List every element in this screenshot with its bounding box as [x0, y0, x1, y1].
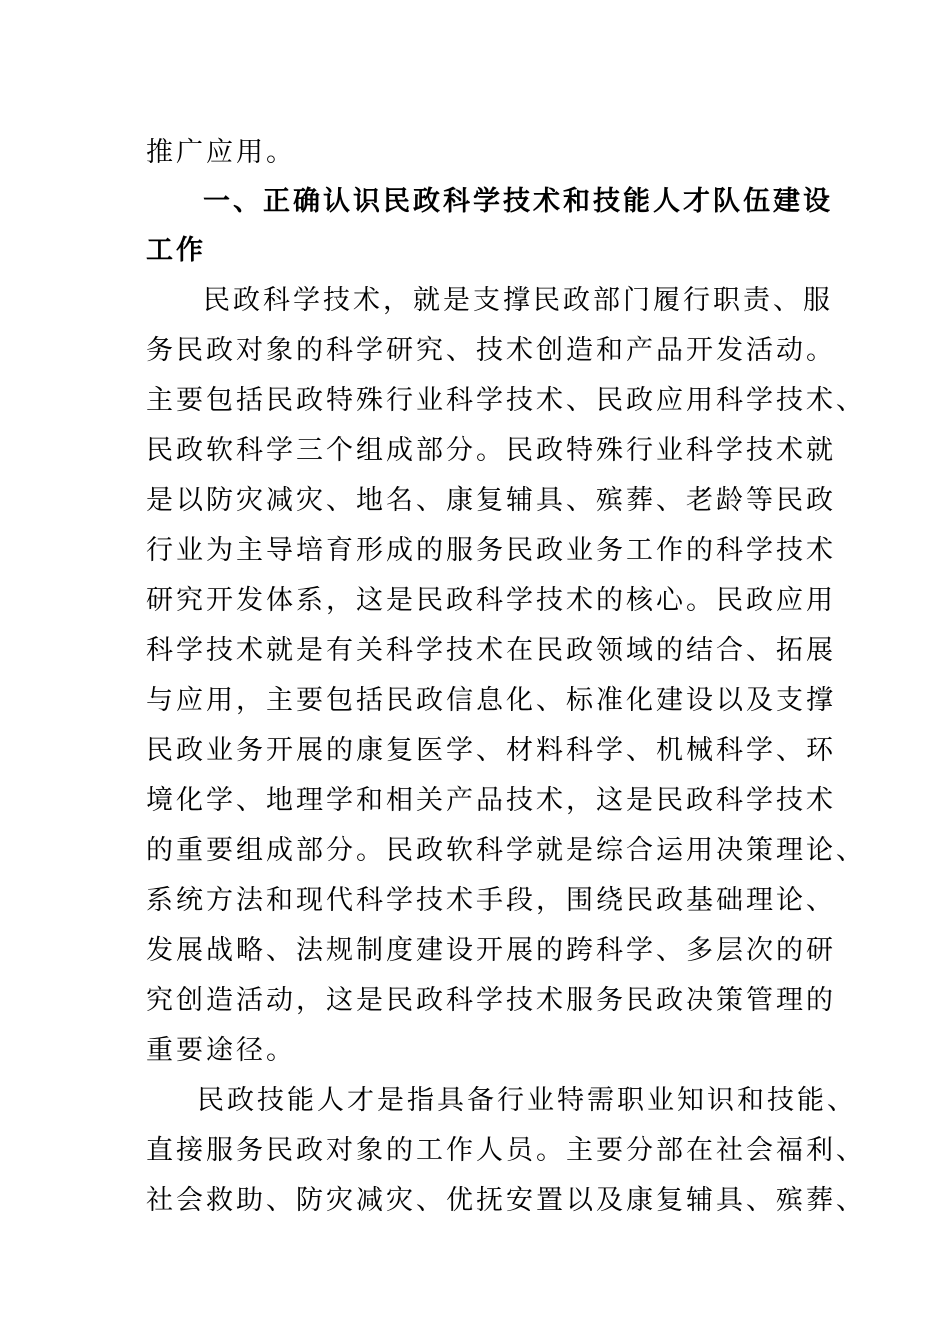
text-line-continuation: 推广应用。: [146, 137, 296, 168]
section-heading: 一、正确认识民政科学技术和技能人才队伍建设: [203, 186, 833, 217]
section-heading-continuation: 工作: [146, 235, 206, 266]
paragraph-line: 重要途径。: [146, 1035, 296, 1066]
paragraph-line: 民政技能人才是指具备行业特需职业知识和技能、: [197, 1085, 857, 1116]
paragraph-line: 系统方法和现代科学技术手段，围绕民政基础理论、: [146, 885, 836, 916]
paragraph-line: 是以防灾减灾、地名、康复辅具、殡葬、老龄等民政: [146, 485, 836, 516]
paragraph-line: 的重要组成部分。民政软科学就是综合运用决策理论、: [146, 835, 866, 866]
paragraph-line: 与应用，主要包括民政信息化、标准化建设以及支撑: [146, 685, 836, 716]
paragraph-line: 直接服务民政对象的工作人员。主要分部在社会福利、: [146, 1135, 866, 1166]
paragraph-line: 究创造活动，这是民政科学技术服务民政决策管理的: [146, 985, 836, 1016]
paragraph-line: 民政软科学三个组成部分。民政特殊行业科学技术就: [146, 435, 836, 466]
paragraph-line: 发展战略、法规制度建设开展的跨科学、多层次的研: [146, 935, 836, 966]
paragraph-line: 务民政对象的科学研究、技术创造和产品开发活动。: [146, 335, 836, 366]
paragraph-line: 科学技术就是有关科学技术在民政领域的结合、拓展: [146, 635, 836, 666]
paragraph-line: 行业为主导培育形成的服务民政业务工作的科学技术: [146, 535, 836, 566]
paragraph-line: 研究开发体系，这是民政科学技术的核心。民政应用: [146, 585, 836, 616]
paragraph-line: 境化学、地理学和相关产品技术，这是民政科学技术: [146, 785, 836, 816]
paragraph-line: 社会救助、防灾减灾、优抚安置以及康复辅具、殡葬、: [146, 1185, 866, 1216]
paragraph-line: 民政业务开展的康复医学、材料科学、机械科学、环: [146, 735, 836, 766]
paragraph-line: 主要包括民政特殊行业科学技术、民政应用科学技术、: [146, 385, 866, 416]
paragraph-line: 民政科学技术，就是支撑民政部门履行职责、服: [203, 285, 833, 316]
